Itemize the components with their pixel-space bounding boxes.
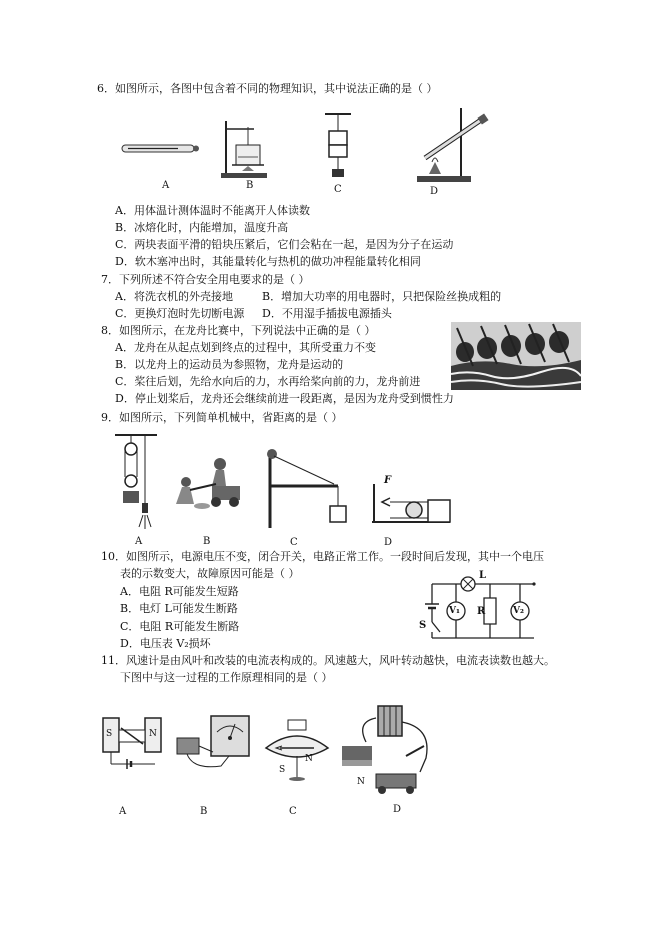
q11-figure-magnet-coil [99, 714, 167, 772]
q8-option-d: D．停止划桨后，龙舟还会继续前进一段距离，是因为龙舟受到惯性力 [115, 392, 454, 405]
q10-label-lamp: L [479, 570, 487, 581]
q11-stem-line2: 下图中与这一过程的工作原理相同的是（ ） [120, 671, 333, 684]
q6-label-c: C [334, 184, 342, 195]
q9-force-label: F [384, 475, 392, 486]
q10-option-a: A．电阻 R可能发生短路 [120, 585, 239, 598]
q7-option-d: D．不用湿手插拔电源插头 [262, 307, 392, 320]
q6-stem: 6．如图所示，各图中包含着不同的物理知识，其中说法正确的是（ ） [97, 82, 438, 95]
q11-label-c: C [289, 806, 297, 817]
q11-label-d: D [393, 804, 402, 815]
q10-stem-line1: 10．如图所示，电源电压不变，闭合开关，电路正常工作。一段时间后发现，其中一个电压 [101, 550, 544, 563]
q6-option-d: D．软木塞冲出时，其能量转化与热机的做功冲程能量转化相同 [115, 255, 421, 268]
q6-option-b: B．冰熔化时，内能增加，温度升高 [115, 221, 289, 234]
q10-label-v1: V₁ [449, 606, 460, 616]
q9-figure-wheel-lever [168, 454, 244, 510]
q11-magnet-label-s-c: S [279, 765, 286, 775]
q9-label-d: D [384, 537, 393, 548]
q10-stem-line2: 表的示数变大，故障原因可能是（ ） [120, 567, 300, 580]
q8-stem: 8．如图所示，在龙舟比赛中，下列说法中正确的是（ ） [101, 324, 376, 337]
q9-stem: 9．如图所示，下列简单机械中，省距离的是（ ） [101, 411, 343, 424]
q6-figure-cork-tube [411, 106, 491, 184]
q11-label-b: B [200, 806, 208, 817]
q11-magnet-label-n-d: N [357, 777, 365, 787]
q10-option-c: C．电阻 R可能发生断路 [120, 620, 240, 633]
q8-option-b: B．以龙舟上的运动员为参照物，龙舟是运动的 [115, 358, 344, 371]
q9-label-b: B [203, 536, 211, 547]
q6-option-c: C．两块表面平滑的铅块压紧后，它们会粘在一起，是因为分子在运动 [115, 238, 454, 251]
q7-option-c: C．更换灯泡时先切断电源 [115, 307, 245, 320]
q11-figure-meter-circuit [173, 712, 253, 776]
q11-magnet-label-s-a: S [106, 729, 113, 739]
q11-figure-rotating-loop [262, 718, 332, 782]
q8-option-c: C．桨往后划，先给水向后的力，水再给桨向前的力，龙舟前进 [115, 375, 421, 388]
q6-figure-lead-blocks [323, 111, 353, 179]
q7-option-a: A．将洗衣机的外壳接地 [115, 290, 233, 303]
q6-label-d: D [430, 186, 439, 197]
q6-figure-melting-ice [218, 117, 270, 179]
q7-stem: 7．下列所述不符合安全用电要求的是（ ） [101, 273, 310, 286]
q9-figure-crane [258, 446, 354, 530]
q10-option-b: B．电灯 L可能发生断路 [120, 602, 238, 615]
q6-label-b: B [246, 180, 254, 191]
q9-figure-pulley-block [113, 433, 159, 531]
q11-figure-generator-setup [336, 702, 436, 798]
q11-stem-line1: 11．风速计是由风叶和改装的电流表构成的。风速越大，风叶转动越快，电流表读数也越大。 [101, 654, 555, 667]
q11-magnet-label-n-a: N [149, 729, 157, 739]
q8-option-a: A．龙舟在从起点划到终点的过程中，其所受重力不变 [115, 341, 376, 354]
q6-figure-thermometer [118, 138, 204, 158]
q9-figure-pulled-block [370, 474, 454, 524]
q9-label-a: A [135, 536, 143, 547]
q7-option-b: B．增加大功率的用电器时，只把保险丝换成粗的 [262, 290, 502, 303]
q10-label-v2: V₂ [513, 606, 524, 616]
q10-label-switch: S [419, 620, 427, 631]
q11-label-a: A [119, 806, 127, 817]
q8-figure-dragon-boat-photo [451, 322, 581, 390]
q11-magnet-label-n-c: N [305, 754, 313, 764]
q9-label-c: C [290, 537, 298, 548]
q6-label-a: A [162, 180, 170, 191]
q10-option-d: D．电压表 V₂损坏 [120, 637, 211, 650]
q6-option-a: A．用体温计测体温时不能离开人体读数 [115, 204, 310, 217]
q10-label-resistor: R [477, 606, 486, 617]
